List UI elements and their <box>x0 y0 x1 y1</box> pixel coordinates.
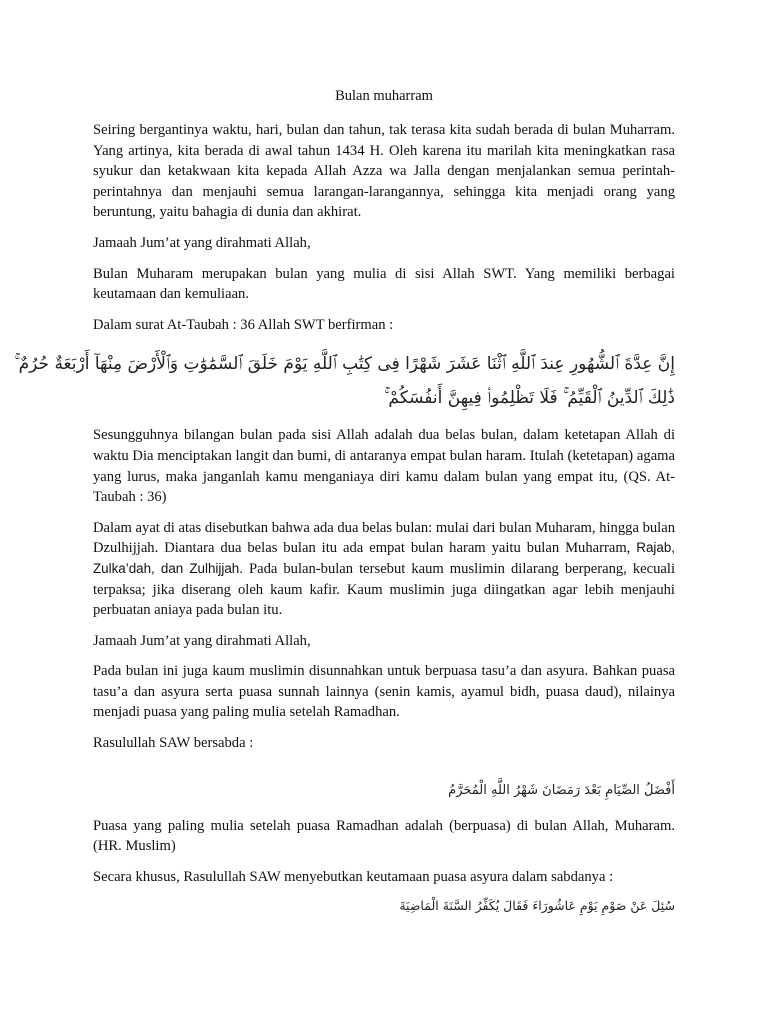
twelve-months-text-c: Pada bulan-bulan tersebut kaum muslimin dilarang berperang, kecuali terpaksa; jika diserang oleh kaum kafir. Kaum muslimin juga diingatkan agar lebih menjauhi perbuatan aniaya pada bulan itu. <box>93 560 675 619</box>
paragraph-intro: Seiring bergantinya waktu, hari, bulan dan tahun, tak terasa kita sudah berada di bulan Muharram. Yang artinya, kita berada di awal tahun 1434 H. Oleh karena itu marilah kita meningkatkan rasa syukur dan ketakwaan kita kepada Allah Azza wa Jalla dengan menjalankan semua perintah-perintahnya dan menjauhi semua larangan-larangannya, sehingga kita menjadi orang yang beruntung, yaitu bahagia di dunia dan akhirat. <box>93 122 675 221</box>
quran-verse-line-2: ذَٰلِكَ ٱلدِّينُ ٱلْقَيِّمُ ۚ فَلَا تَظْلِمُوا۟ فِيهِنَّ أَنفُسَكُمْ ۚ <box>384 388 675 409</box>
paragraph-greeting-2: Jamaah Jum’at yang dirahmati Allah, <box>93 632 311 649</box>
document-body <box>14 120 675 917</box>
page-title: Bulan muharram <box>335 88 433 104</box>
paragraph-surah-intro: Dalam surat At-Taubah : 36 Allah SWT berfirman : <box>93 316 394 333</box>
paragraph-verse-translation: Sesungguhnya bilangan bulan pada sisi Allah adalah dua belas bulan, dalam ketetapan Allah di waktu Dia menciptakan langit dan bumi, di antaranya empat bulan haram. Itulah (ketetapan) agama yang lurus, maka janganlah kamu menganiaya diri kamu dalam bulan yang empat itu, (QS. At-Taubah : 36) <box>93 427 675 506</box>
hadith-arabic-1 <box>93 780 675 802</box>
quran-verse <box>14 347 675 415</box>
hadith-arabic-1-text: أَفْضَلُ الصِّيَامِ بَعْدَ رَمَضَانَ شَهْرُ اللَّهِ الْمُحَرَّمُ <box>448 782 675 798</box>
paragraph-muharram-noble: Bulan Muharam merupakan bulan yang mulia di sisi Allah SWT. Yang memiliki berbagai keutamaan dan kemuliaan. <box>93 265 675 303</box>
hadith-arabic-2 <box>93 895 675 917</box>
paragraph-rasulullah-said: Rasulullah SAW bersabda : <box>93 735 254 752</box>
paragraph-twelve-months <box>93 518 675 621</box>
paragraph-asyura-intro: Secara khusus, Rasulullah SAW menyebutkan keutamaan puasa asyura dalam sabdanya : <box>93 868 614 885</box>
quran-verse-line-1: إِنَّ عِدَّةَ ٱلشُّهُورِ عِندَ ٱللَّهِ ٱثْنَا عَشَرَ شَهْرًا فِى كِتَٰبِ ٱللَّهِ يَوْمَ خَلَقَ ٱلسَّمَٰوَٰتِ وَٱلْأَرْضَ مِنْهَآ أَرْبَعَةٌ حُرُمٌ ۚ <box>14 354 675 375</box>
paragraph-greeting-1: Jamaah Jum’at yang dirahmati Allah, <box>93 234 311 251</box>
hadith-arabic-2-text: سُئِلَ عَنْ صَوْمِ يَوْمِ عَاشُورَاءَ فَقَالَ يُكَفِّرُ السَّنَةَ الْمَاضِيَةَ <box>399 898 675 914</box>
twelve-months-text-a: Dalam ayat di atas disebutkan bahwa ada dua belas bulan: mulai dari bulan Muharam, hingga bulan Dzulhijjah. Diantara dua belas bulan itu ada empat bulan haram yaitu bulan Muharram, <box>93 519 675 557</box>
paragraph-fasting: Pada bulan ini juga kaum muslimin disunnahkan untuk berpuasa tasu’a dan asyura. Bahkan puasa tasu’a dan asyura serta puasa sunnah lainnya (senin kamis, ayamul bidh, puasa daud), nilainya menjadi puasa yang paling mulia setelah Ramadhan. <box>93 663 675 721</box>
twelve-months-text-b: Rajab, Zulka’dah, dan Zulhijjah. <box>93 540 675 576</box>
paragraph-hadith-translation: Puasa yang paling mulia setelah puasa Ramadhan adalah (berpuasa) di bulan Allah, Muharam. (HR. Muslim) <box>93 817 675 855</box>
